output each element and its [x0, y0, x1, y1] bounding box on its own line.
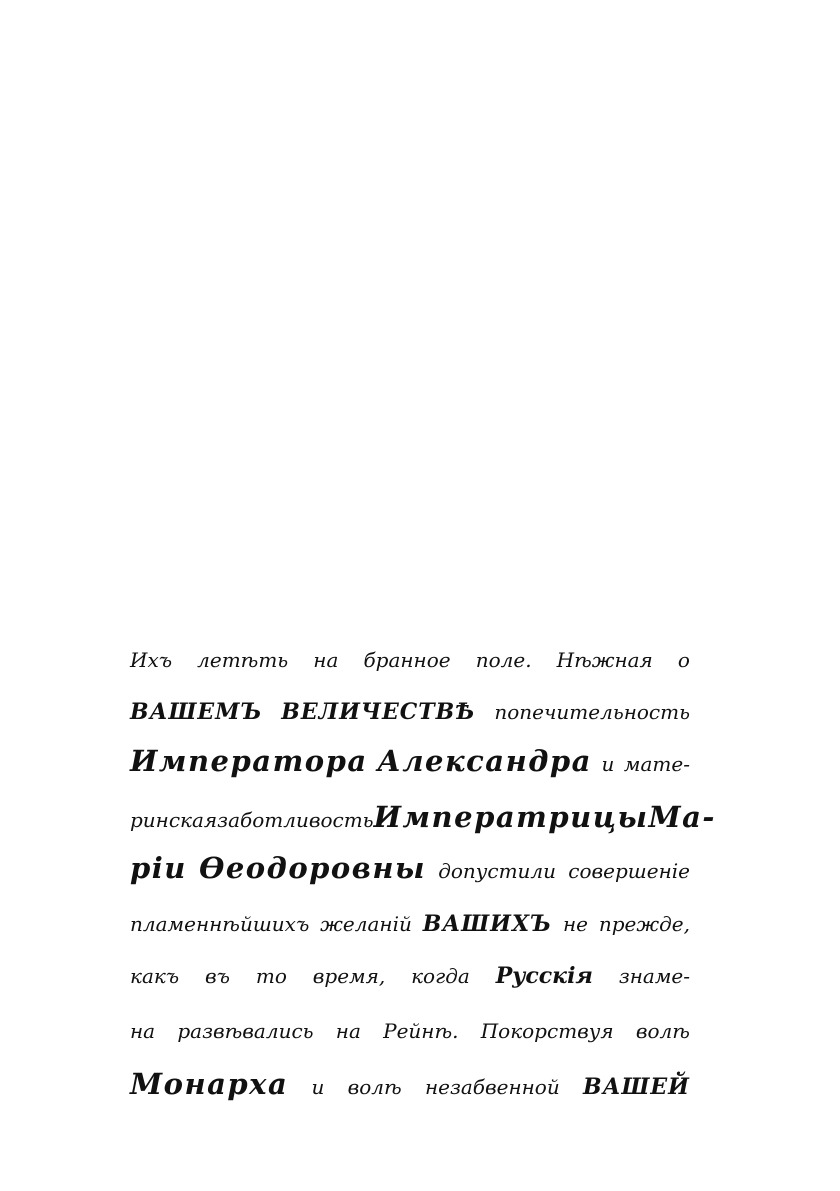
word: ринская: [130, 808, 218, 832]
word: рiи: [130, 851, 187, 885]
word: на: [130, 1019, 156, 1043]
word: мате-: [623, 752, 690, 776]
text-line-2: [130, 701, 690, 723]
word: развѣвались: [177, 1019, 314, 1043]
text-line-6: [130, 913, 690, 935]
word: допустили: [438, 859, 557, 883]
word: Ихъ: [130, 648, 173, 672]
word: волѣ: [635, 1019, 690, 1043]
word: Императрицы: [373, 800, 649, 834]
word: на: [335, 1019, 361, 1043]
word: Монарха: [130, 1067, 289, 1101]
text-line-1: [130, 650, 690, 670]
word: въ: [205, 964, 230, 988]
word: пламеннѣйшихъ: [130, 912, 310, 936]
word: какъ: [130, 964, 180, 988]
text-line-7: [130, 965, 690, 987]
word: когда: [411, 964, 470, 988]
word: бранное: [363, 648, 451, 672]
text-line-9: [130, 1067, 690, 1101]
word: волѣ: [347, 1075, 402, 1099]
word: заботливость: [217, 808, 374, 832]
word: ВАШЕЙ: [582, 1074, 690, 1100]
word: прежде,: [598, 912, 690, 936]
word: Покорствуя: [480, 1019, 614, 1043]
word: и: [311, 1075, 325, 1099]
word: на: [313, 648, 339, 672]
word: ВЕЛИЧЕСТВѢ: [281, 699, 476, 725]
word: знаме-: [618, 964, 690, 988]
word: о: [677, 648, 690, 672]
text-line-8: [130, 1021, 690, 1041]
word: поле.: [475, 648, 532, 672]
word: Александра: [377, 744, 592, 778]
word: желанiй: [320, 912, 412, 936]
word: Ѳеодоровны: [199, 851, 426, 885]
word: то: [255, 964, 287, 988]
word: не: [562, 912, 588, 936]
word: незабвенной: [424, 1075, 560, 1099]
word: Рейнѣ.: [383, 1019, 459, 1043]
word: совершенiе: [568, 859, 690, 883]
text-line-3: [130, 744, 690, 778]
word: и: [601, 752, 615, 776]
word: Русскiя: [495, 963, 593, 989]
text-line-4: [130, 800, 716, 834]
word: Ма-: [648, 800, 716, 834]
word: попечительность: [494, 700, 690, 724]
word: летѣть: [197, 648, 289, 672]
text-line-5: [130, 851, 690, 885]
word: ВАШЕМЪ: [130, 699, 263, 725]
word: Императора: [130, 744, 368, 778]
word: время,: [312, 964, 386, 988]
word: Нѣжная: [556, 648, 653, 672]
word: ВАШИХЪ: [422, 911, 553, 937]
